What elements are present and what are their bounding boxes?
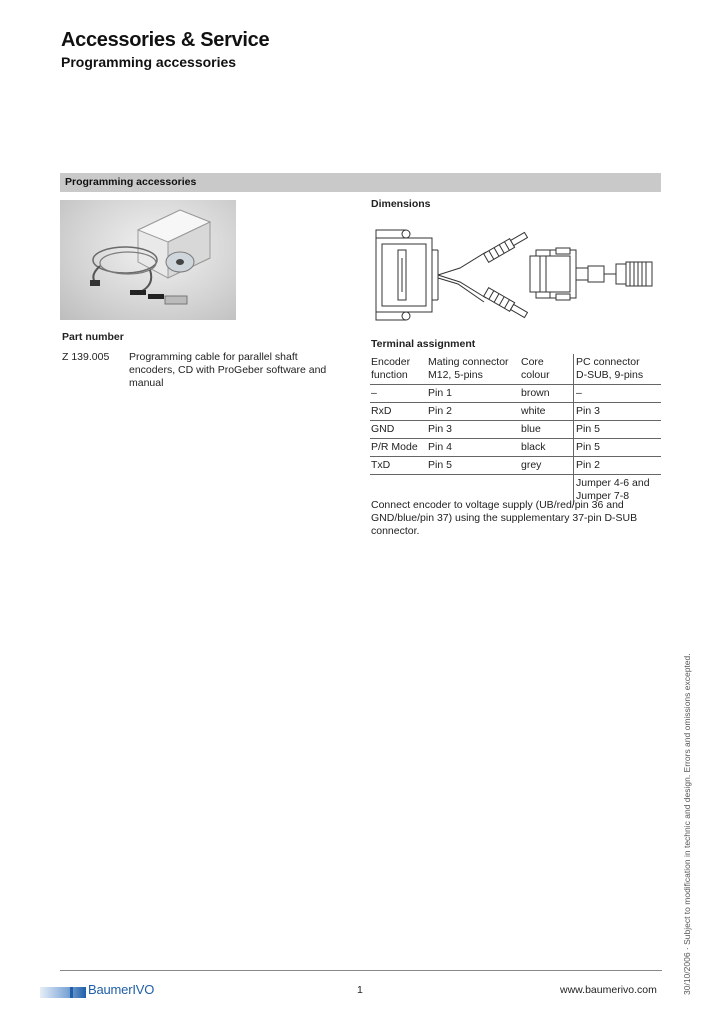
footer-website-link[interactable]: www.baumerivo.com	[560, 984, 657, 996]
table-cell: Jumper 4-6 and Jumper 7-8	[574, 475, 662, 506]
connection-note: Connect encoder to voltage supply (UB/red/pin 36 and GND/blue/pin 37) using the supplementary 37-pin D-SUB connector.	[371, 499, 638, 537]
table-header-row	[370, 354, 661, 385]
table-cell: Pin 5	[574, 439, 662, 457]
column-header: PC connector D-SUB, 9-pins	[574, 354, 662, 385]
table-cell: Pin 4	[427, 439, 520, 457]
table-row	[370, 403, 661, 421]
table-cell: Pin 3	[574, 403, 662, 421]
table-row	[370, 421, 661, 439]
page-subtitle: Programming accessories	[61, 54, 237, 70]
table-cell: P/R Mode	[370, 439, 427, 457]
table-row	[370, 439, 661, 457]
section-title: Programming accessories	[65, 176, 197, 188]
table-cell: grey	[520, 457, 574, 475]
table-cell: –	[370, 385, 427, 403]
table-cell: brown	[520, 385, 574, 403]
column-header: Core colour	[521, 356, 550, 381]
product-photo-illustration	[60, 200, 236, 320]
table-cell: blue	[520, 421, 574, 439]
table-row	[370, 457, 661, 475]
part-description: Programming cable for parallel shaft encoders, CD with ProGeber software and manual	[129, 351, 327, 389]
brand-logo-bar	[40, 985, 86, 996]
table-cell: RxD	[370, 403, 427, 421]
column-header: Encoder function	[371, 356, 411, 381]
column-header: Mating connector M12, 5-pins	[428, 356, 509, 381]
table-cell: white	[520, 403, 574, 421]
brand-name: Baumer	[88, 982, 133, 997]
brand-logo	[88, 982, 154, 997]
table-cell: Pin 5	[574, 421, 662, 439]
terminal-assignment-heading: Terminal assignment	[371, 338, 476, 350]
brand-suffix: IVO	[132, 982, 155, 997]
table-cell: Pin 2	[574, 457, 662, 475]
table-row	[370, 385, 661, 403]
part-code: Z 139.005	[62, 351, 110, 363]
dimensions-heading: Dimensions	[371, 198, 431, 210]
table-cell: Pin 1	[427, 385, 520, 403]
terminal-assignment-table	[370, 354, 661, 505]
product-photo	[60, 200, 236, 320]
table-cell: TxD	[370, 457, 427, 475]
section-header-bar	[60, 173, 661, 192]
table-cell: Pin 3	[427, 421, 520, 439]
table-cell: GND	[370, 421, 427, 439]
table-cell: Pin 2	[427, 403, 520, 421]
brand-gradient-icon	[40, 987, 86, 998]
side-disclaimer: 30/10/2006 · Subject to modification in technic and design. Errors and omissions excepted.	[682, 653, 692, 995]
table-cell: –	[574, 385, 662, 403]
page-title: Accessories & Service	[61, 29, 270, 51]
page-number: 1	[357, 984, 363, 996]
table-cell: Pin 5	[427, 457, 520, 475]
dimension-drawing	[370, 220, 660, 330]
part-number-heading: Part number	[62, 331, 124, 343]
table-cell: black	[520, 439, 574, 457]
footer-divider	[60, 970, 662, 971]
cable-schematic	[370, 220, 660, 330]
